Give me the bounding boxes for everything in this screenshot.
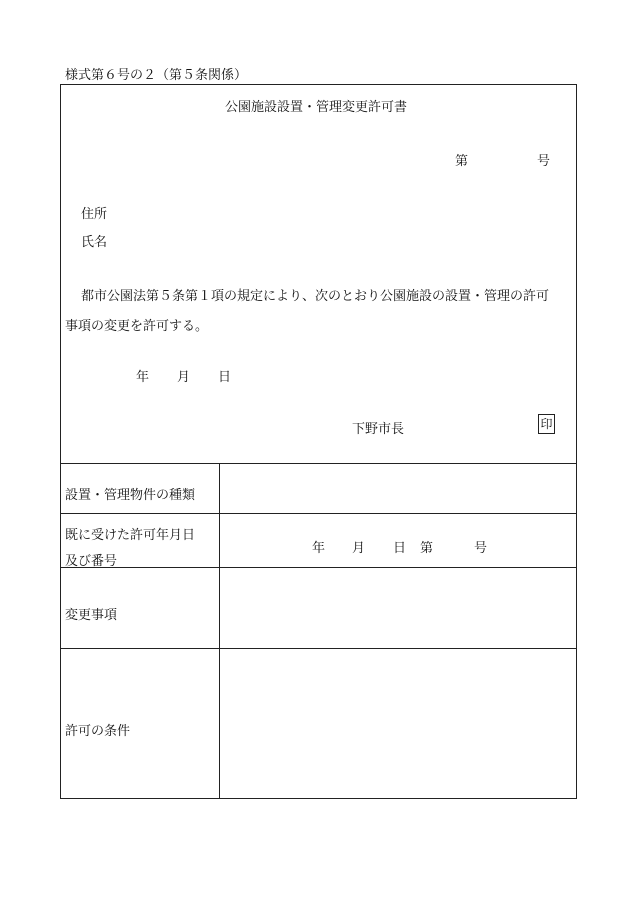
permit-body-text: [65, 282, 575, 342]
previous-permit-gou: 号: [474, 541, 488, 556]
row-label-object-type: 設置・管理物件の種類: [65, 488, 196, 503]
previous-permit-day: 日: [393, 541, 407, 556]
previous-permit-dai: 第: [420, 541, 434, 556]
permit-title: 公園施設設置・管理変更許可書: [225, 100, 408, 115]
table-row-divider: [60, 567, 577, 568]
table-top-border: [60, 463, 577, 464]
name-label: 氏名: [81, 235, 108, 250]
table-column-divider: [219, 463, 220, 799]
previous-permit-year: 年: [312, 541, 326, 556]
permit-number-gou: 号: [537, 154, 551, 169]
row-label-conditions: 許可の条件: [65, 724, 131, 739]
seal-mark: 印: [538, 414, 555, 434]
mayor-title: 下野市長: [352, 422, 405, 437]
form-number-label: 様式第６号の２（第５条関係）: [65, 68, 248, 83]
row-label-changes: 変更事項: [65, 608, 118, 623]
permit-form-frame: [60, 84, 577, 799]
issue-date-year: 年: [136, 370, 150, 385]
permit-body-line-2: 事項の変更を許可する。: [65, 319, 209, 334]
row-label-previous-permit-line-2: 及び番号: [65, 554, 118, 569]
table-row-divider: [60, 513, 577, 514]
previous-permit-month: 月: [352, 541, 366, 556]
issue-date-month: 月: [177, 370, 191, 385]
permit-body-line-1: 都市公園法第５条第１項の規定により、次のとおり公園施設の設置・管理の許可: [81, 289, 550, 304]
row-label-previous-permit-line-1: 既に受けた許可年月日: [65, 528, 196, 543]
permit-number-dai: 第: [455, 154, 469, 169]
table-row-divider: [60, 648, 577, 649]
issue-date-day: 日: [218, 370, 232, 385]
address-label: 住所: [81, 207, 108, 222]
